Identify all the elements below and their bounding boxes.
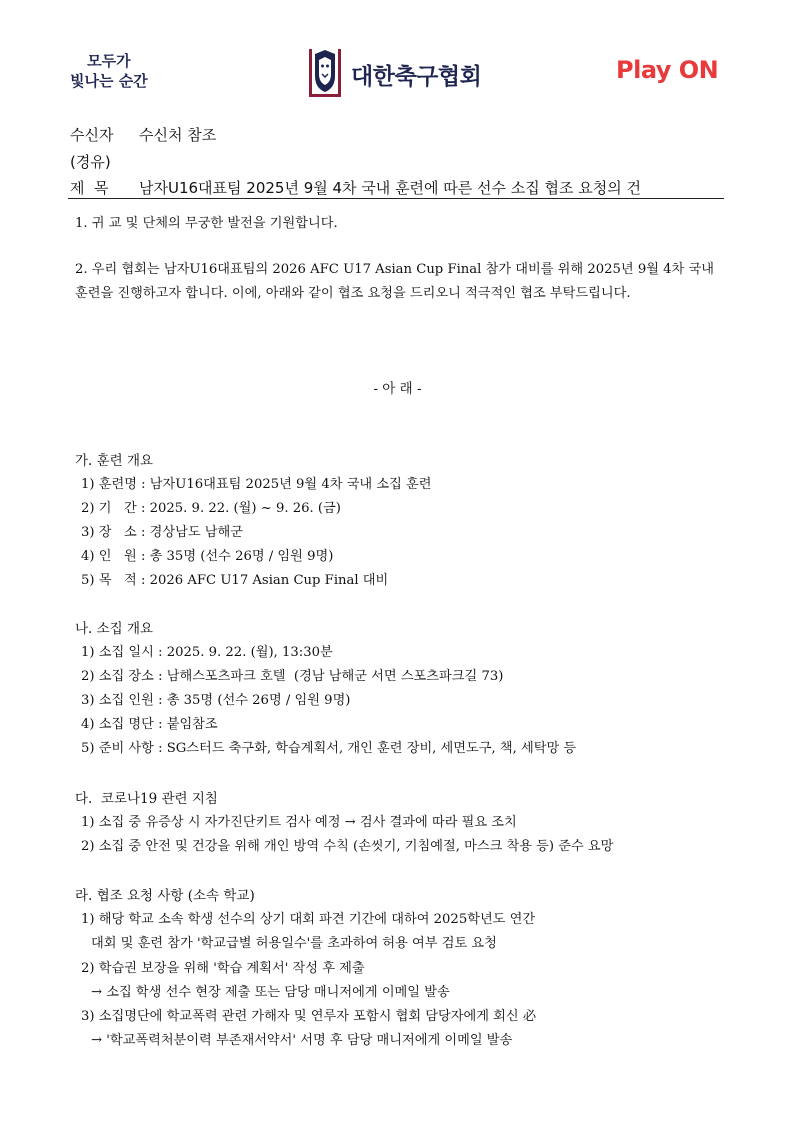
paragraph-1: 1. 귀 교 및 단체의 무궁한 발전을 기원합니다.	[75, 216, 338, 231]
section-b-title: 나. 소집 개요	[75, 621, 154, 637]
section-c-item: 1) 소집 중 유증상 시 자가진단키트 검사 예정 → 검사 결과에 따라 필요 조치	[81, 815, 517, 830]
section-d-item-3-cont: → '학교폭력처분이력 부존재서약서' 서명 후 담당 매니저에게 이메일 발송	[91, 1033, 513, 1048]
section-b-item: 1) 소집 일시 : 2025. 9. 22. (월), 13:30분	[81, 645, 333, 660]
slogan-line-1: 모두가	[87, 52, 131, 70]
subject-row	[70, 177, 642, 198]
section-c-title: 다. 코로나19 관련 지침	[75, 791, 218, 807]
section-d-item-2: 2) 학습권 보장을 위해 '학습 계획서' 작성 후 제출	[81, 961, 365, 976]
section-c-item: 2) 소집 중 안전 및 건강을 위해 개인 방역 수칙 (손씻기, 기침예절, 마스크 착용 등) 준수 요망	[81, 839, 614, 854]
slogan	[70, 51, 148, 91]
section-d-item-3: 3) 소집명단에 학교폭력 관련 가해자 및 연루자 포함시 협회 담당자에게 회신 必	[81, 1009, 537, 1024]
section-a-title: 가. 훈련 개요	[75, 453, 154, 469]
section-b-item: 4) 소집 명단 : 붙임참조	[81, 717, 218, 732]
via-row	[70, 151, 111, 172]
section-a-item: 1) 훈련명 : 남자U16대표팀 2025년 9월 4차 국내 소집 훈련	[81, 477, 432, 492]
section-a-item: 4) 인 원 : 총 35명 (선수 26명 / 임원 9명)	[81, 549, 334, 564]
section-d-title: 라. 협조 요청 사항 (소속 학교)	[75, 888, 255, 904]
play-on-logo	[616, 56, 718, 84]
section-a-item: 3) 장 소 : 경상남도 남해군	[81, 525, 243, 540]
section-d-item-1: 1) 해당 학교 소속 학생 선수의 상기 대회 파견 기간에 대하여 2025학년도 연간	[81, 912, 536, 927]
section-a-item: 2) 기 간 : 2025. 9. 22. (월) ~ 9. 26. (금)	[81, 501, 341, 516]
recipient-label: 수신자	[70, 126, 114, 144]
recipient-row	[70, 124, 217, 145]
organization-name: 대한축구협회	[351, 64, 482, 90]
recipient-value: 수신처 참조	[139, 126, 217, 144]
slogan-line-2: 빛나는 순간	[70, 72, 148, 90]
subject-value: 남자U16대표팀 2025년 9월 4차 국내 훈련에 따른 선수 소집 협조 요청의 건	[139, 179, 642, 197]
via-label: (경유)	[70, 153, 111, 171]
section-b-item: 5) 준비 사항 : SG스터드 축구화, 학습계획서, 개인 훈련 장비, 세면도구, 책, 세탁망 등	[81, 741, 577, 756]
kfa-emblem-icon	[307, 46, 343, 100]
section-a-item: 5) 목 적 : 2026 AFC U17 Asian Cup Final 대비	[81, 573, 389, 588]
section-b-item: 2) 소집 장소 : 남해스포츠파크 호텔 (경남 남해군 서면 스포츠파크길 73)	[81, 669, 504, 684]
subject-label: 제 목	[70, 179, 109, 197]
section-d-item-2-cont: → 소집 학생 선수 현장 제출 또는 담당 매니저에게 이메일 발송	[91, 985, 450, 1000]
play-on-logo-on: ON	[678, 56, 719, 84]
play-on-logo-play: Play	[616, 56, 671, 84]
below-heading: - 아 래 -	[373, 381, 422, 397]
section-d-item-1-cont: 대회 및 훈련 참가 '학교급별 허용일수'를 초과하여 허용 여부 검토 요청	[91, 936, 497, 951]
paragraph-2: 2. 우리 협회는 남자U16대표팀의 2026 AFC U17 Asian Cup Final 참가 대비를 위해 2025년 9월 4차 국내 훈련을 진행하고자 합니다. 이에, 아래와 같이 협조 요청을 드리오니 적극적인 협조 부탁드립니다.	[75, 262, 714, 301]
section-b-item: 3) 소집 인원 : 총 35명 (선수 26명 / 임원 9명)	[81, 693, 351, 708]
subject-divider	[68, 198, 724, 199]
